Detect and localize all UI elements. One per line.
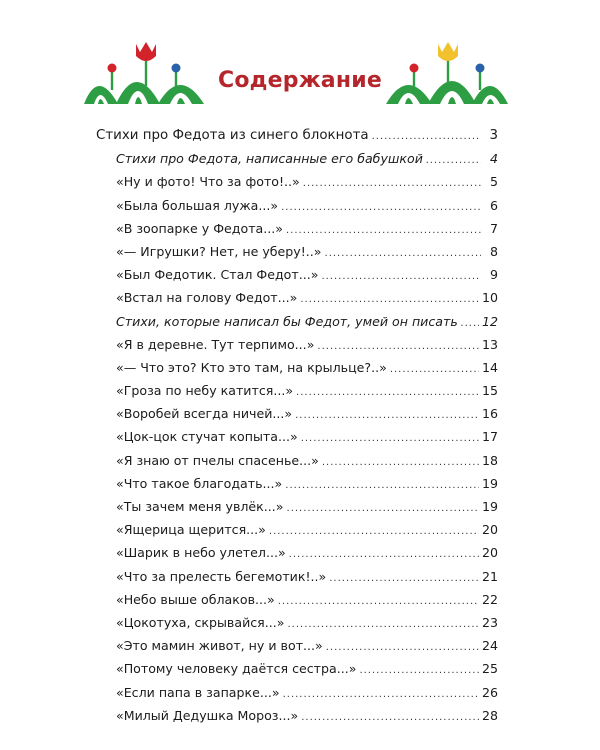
- toc-entry: [96, 545, 498, 568]
- dot-leader: [295, 410, 479, 421]
- dot-leader: [390, 364, 479, 375]
- toc-entry-title: «В зоопарке у Федота...»: [116, 220, 283, 236]
- toc-entry-title: «Милый Дедушка Мороз...»: [116, 707, 299, 723]
- toc-entry-title: «Цокотуха, скрывайся...»: [116, 614, 285, 630]
- dot-leader: [286, 225, 481, 236]
- toc-page-number: 20: [481, 545, 498, 561]
- table-of-contents: [96, 128, 498, 731]
- toc-section: [96, 128, 498, 151]
- toc-page-number: 26: [481, 684, 498, 700]
- dot-leader: [283, 689, 479, 700]
- toc-page-number: 24: [481, 638, 498, 654]
- toc-entry-title: «Ты зачем меня увлёк...»: [116, 499, 284, 514]
- toc-entry-title: «Гроза по небу катится...»: [116, 383, 294, 399]
- dot-leader: [426, 155, 481, 166]
- toc-entry-title: «— Игрушки? Нет, не уберу!..»: [116, 243, 322, 259]
- toc-page-number: 15: [481, 383, 498, 399]
- toc-entry-title: «Я в деревне. Тут терпимо...»: [116, 336, 315, 352]
- toc-entry: [96, 337, 498, 360]
- toc-page-number: 13: [481, 336, 498, 352]
- toc-entry: [96, 522, 498, 545]
- dot-leader: [287, 503, 479, 514]
- toc-page-number: 19: [481, 475, 498, 491]
- toc-entry: [96, 429, 498, 452]
- toc-entry-title: «Цок-цок стучат копыта...»: [116, 429, 298, 445]
- dot-leader: [359, 665, 479, 676]
- toc-page-number: 3: [489, 128, 498, 143]
- dot-leader: [281, 202, 481, 213]
- toc-page-number: 21: [481, 568, 498, 584]
- toc-entry: [96, 198, 498, 221]
- page-title: Содержание: [218, 68, 382, 93]
- toc-entry-title: «Был Федотик. Стал Федот...»: [116, 267, 319, 283]
- dot-leader: [303, 178, 481, 189]
- toc-page-number: 17: [481, 429, 498, 445]
- toc-entry-title: «Я знаю от пчелы спасенье...»: [116, 452, 319, 468]
- toc-entry: [96, 267, 498, 290]
- toc-entry: [96, 685, 498, 708]
- toc-entry-title: Стихи про Федота из синего блокнота: [96, 128, 369, 143]
- toc-entry: [96, 569, 498, 592]
- toc-page-number: 28: [481, 707, 498, 723]
- dot-leader: [321, 271, 481, 282]
- dot-leader: [326, 642, 479, 653]
- dot-leader: [317, 341, 479, 352]
- toc-entry: [96, 221, 498, 244]
- toc-entry: [96, 615, 498, 638]
- toc-entry-title: «Шарик в небо улетел...»: [116, 545, 286, 561]
- dot-leader: [301, 433, 479, 444]
- toc-entry: [96, 476, 498, 499]
- page-header: [0, 38, 600, 108]
- toc-page-number: 10: [481, 290, 498, 306]
- dot-leader: [329, 573, 479, 584]
- toc-entry: [96, 244, 498, 267]
- dot-leader: [289, 549, 479, 560]
- dot-leader: [287, 619, 478, 630]
- toc-entry-title: «Это мамин живот, ну и вот...»: [116, 638, 323, 654]
- toc-entry: [96, 290, 498, 313]
- toc-entry-title: Стихи про Федота, написанные его бабушкой: [116, 151, 423, 167]
- dot-leader: [300, 294, 479, 305]
- toc-page-number: 7: [489, 220, 498, 236]
- toc-page-number: 25: [481, 661, 498, 677]
- toc-entry-title: «Что такое благодать...»: [116, 475, 283, 491]
- toc-page-number: 12: [481, 313, 498, 329]
- toc-page-number: 4: [489, 151, 498, 167]
- toc-entry-title: «Воробей всегда ничей...»: [116, 406, 293, 422]
- toc-page-number: 8: [489, 243, 498, 259]
- toc-entry-title: «Что за прелесть бегемотик!..»: [116, 568, 327, 584]
- dot-leader: [278, 596, 479, 607]
- toc-entry-title: «Потому человеку даётся сестра...»: [116, 661, 357, 677]
- dot-leader: [461, 318, 479, 329]
- dot-leader: [301, 712, 479, 723]
- toc-entry-title: Стихи, которые написал бы Федот, умей он писать: [116, 313, 458, 329]
- toc-entry-title: «Небо выше облаков...»: [116, 591, 275, 607]
- dot-leader: [325, 248, 481, 259]
- toc-entry-title: «Ящерица щерится...»: [116, 522, 266, 538]
- toc-entry: [96, 708, 498, 731]
- toc-entry: [96, 638, 498, 661]
- toc-entry: [96, 383, 498, 406]
- toc-subsection: [96, 151, 498, 174]
- toc-entry: [96, 174, 498, 197]
- toc-entry-title: «Была большая лужа...»: [116, 197, 279, 213]
- toc-entry: [96, 360, 498, 383]
- dot-leader: [372, 131, 481, 142]
- toc-entry-title: «Встал на голову Федот...»: [116, 290, 298, 306]
- toc-page-number: 9: [489, 267, 498, 283]
- toc-entry: [96, 661, 498, 684]
- dot-leader: [285, 480, 479, 491]
- dot-leader: [296, 387, 479, 398]
- dot-leader: [322, 457, 479, 468]
- toc-page-number: 20: [481, 522, 498, 538]
- toc-page-number: 14: [481, 359, 498, 375]
- toc-entry: [96, 406, 498, 429]
- toc-page-number: 22: [481, 591, 498, 607]
- toc-page-number: 16: [481, 406, 498, 422]
- toc-page-number: 19: [481, 499, 498, 514]
- toc-entry-title: «— Что это? Кто это там, на крыльце?..»: [116, 359, 387, 375]
- toc-page-number: 23: [481, 614, 498, 630]
- toc-page-number: 18: [481, 452, 498, 468]
- toc-entry: [96, 453, 498, 476]
- dot-leader: [269, 526, 479, 537]
- toc-page-number: 6: [489, 197, 498, 213]
- toc-entry: [96, 592, 498, 615]
- toc-entry-title: «Ну и фото! Что за фото!..»: [116, 174, 300, 190]
- toc-page-number: 5: [489, 174, 498, 190]
- toc-subsection: [96, 314, 498, 337]
- toc-entry: [96, 499, 498, 522]
- toc-entry-title: «Если папа в запарке...»: [116, 684, 280, 700]
